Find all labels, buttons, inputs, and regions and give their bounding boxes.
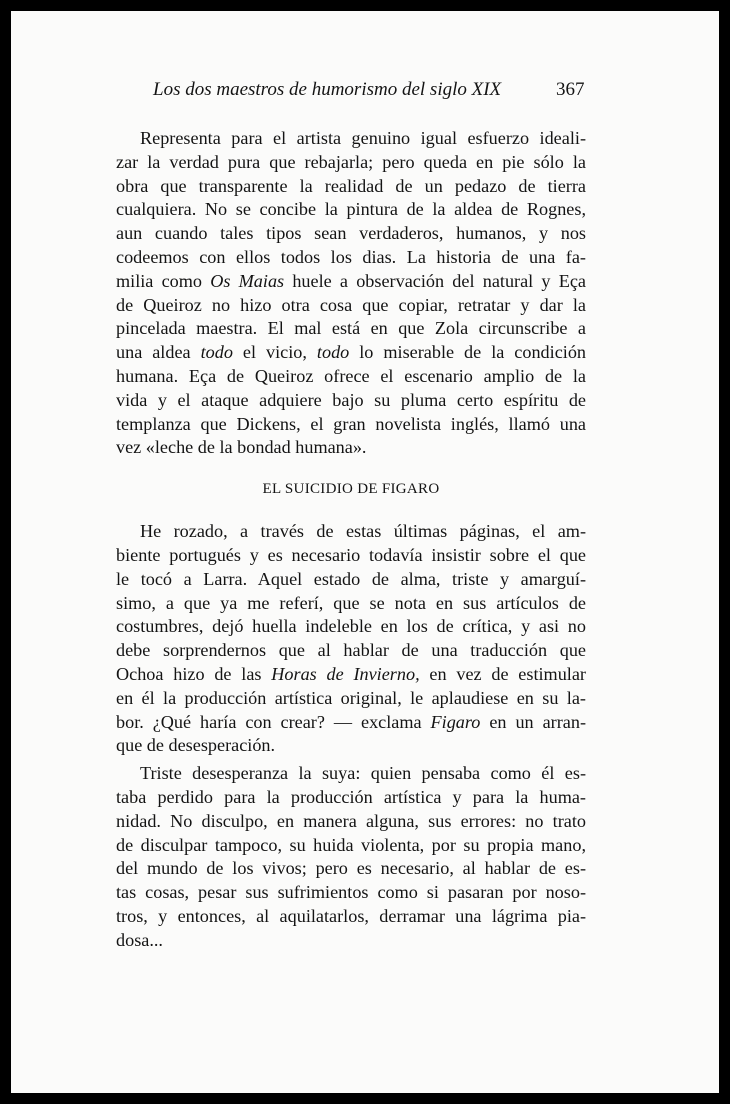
text-line	[116, 436, 586, 460]
text-run: de disculpar tampoco, su huida violenta, por su propia mano,	[116, 834, 586, 855]
text-run: en vez de estimular	[419, 663, 586, 684]
text-run: dosa...	[116, 929, 163, 950]
text-line	[116, 592, 586, 616]
text-line	[116, 544, 586, 568]
text-run: tas cosas, pesar sus sufrimientos como si pasaran por noso-	[116, 882, 586, 903]
body-text	[116, 127, 586, 953]
text-run: milia como	[116, 270, 211, 291]
text-run: le tocó a Larra. Aquel estado de alma, triste y amarguí-	[116, 568, 586, 589]
text-line	[116, 317, 586, 341]
text-line	[116, 175, 586, 199]
text-run: obra que transparente la realidad de un pedazo de tierra	[116, 175, 586, 196]
text-run: biente portugués y es necesario todavía insistir sobre el que	[116, 544, 586, 565]
text-run: Representa para el artista genuino igual esfuerzo ideali-	[140, 128, 586, 148]
text-run: simo, a que ya me referí, que se nota en sus artículos de	[116, 592, 586, 613]
text-line	[116, 341, 586, 365]
text-line	[116, 687, 586, 711]
text-line	[116, 520, 586, 544]
running-title: Los dos maestros de humorismo del siglo XIX	[153, 79, 502, 100]
book-page	[11, 11, 719, 1093]
italic-phrase: Horas de Invierno,	[271, 663, 420, 684]
text-run: vida y el ataque adquiere bajo su pluma certo espíritu de	[116, 389, 586, 410]
text-line	[116, 810, 586, 834]
text-run: costumbres, dejó huella indeleble en los de crítica, y asi no	[116, 616, 586, 637]
text-run: el vicio,	[232, 342, 317, 363]
text-run: en él la producción artística original, le aplaudiese en su la-	[116, 687, 586, 708]
text-run: aun cuando tales tipos sean verdaderos, humanos, y nos	[116, 223, 586, 244]
text-run: codeemos con ellos todos los dias. La historia de una fa-	[116, 246, 586, 267]
text-run: Ochoa hizo de las	[116, 663, 272, 684]
italic-phrase: todo	[316, 342, 350, 363]
text-line	[116, 365, 586, 389]
text-line	[116, 151, 586, 175]
text-line	[116, 857, 586, 881]
text-line	[116, 734, 586, 758]
text-run: que de desesperación.	[116, 735, 276, 756]
text-run: tros, y entonces, al aquilatarlos, derramar una lágrima pia-	[116, 905, 586, 926]
text-line	[116, 929, 586, 953]
text-line	[116, 905, 586, 929]
paragraph-humorismo	[116, 127, 586, 460]
text-line	[116, 389, 586, 413]
text-line	[116, 834, 586, 858]
text-line	[116, 222, 586, 246]
text-run: He rozado, a través de estas últimas páginas, el am-	[140, 521, 586, 542]
text-line	[116, 294, 586, 318]
section-title: EL SUICIDIO DE FIGARO	[262, 481, 440, 498]
text-line	[116, 568, 586, 592]
text-run: una aldea	[116, 342, 201, 363]
text-run: nidad. No disculpo, en manera alguna, sus errores: no trato	[116, 810, 586, 831]
text-run: bor. ¿Qué haría con crear? — exclama	[116, 711, 431, 732]
text-line	[116, 663, 586, 687]
text-run: del mundo de los vivos; pero es necesario, al hablar de es-	[116, 858, 586, 879]
paragraph-desesperanza	[116, 762, 586, 952]
text-line	[116, 270, 586, 294]
text-run: humana. Eça de Queiroz ofrece el escenario amplio de la	[116, 365, 586, 386]
italic-phrase: todo	[200, 342, 233, 363]
italic-phrase: Os Maias	[210, 270, 285, 291]
text-line	[116, 615, 586, 639]
text-run: de Queiroz no hizo otra cosa que copiar, retratar y dar la	[116, 294, 586, 315]
text-run: lo miserable de la condición	[349, 342, 586, 363]
text-run: debe sorprendernos que al hablar de una traducción que	[116, 640, 586, 661]
text-line	[116, 881, 586, 905]
text-line	[116, 127, 586, 151]
text-run: taba perdido para la producción artística y para la huma-	[116, 786, 586, 807]
italic-phrase: Figaro	[430, 711, 481, 732]
text-line	[116, 198, 586, 222]
text-line	[116, 639, 586, 663]
text-run: templanza que Dickens, el gran novelista inglés, llamó una	[116, 413, 586, 434]
text-run: huele a observación del natural y Eça	[284, 270, 586, 291]
text-run: zar la verdad pura que rebajarla; pero queda en pie sólo la	[116, 151, 586, 172]
text-run: en un arran-	[480, 711, 586, 732]
text-run: cualquiera. No se concibe la pintura de la aldea de Rognes,	[116, 199, 586, 220]
text-run: pincelada maestra. El mal está en que Zola circunscribe a	[116, 318, 586, 339]
text-line	[116, 413, 586, 437]
text-line	[116, 786, 586, 810]
page-number: 367	[556, 79, 585, 100]
text-line	[116, 711, 586, 735]
text-run: vez «leche de la bondad humana».	[116, 437, 367, 458]
text-line	[116, 762, 586, 786]
paragraph-larra	[116, 520, 586, 758]
text-run: Triste desesperanza la suya: quien pensaba como él es-	[140, 763, 586, 784]
text-line	[116, 246, 586, 270]
